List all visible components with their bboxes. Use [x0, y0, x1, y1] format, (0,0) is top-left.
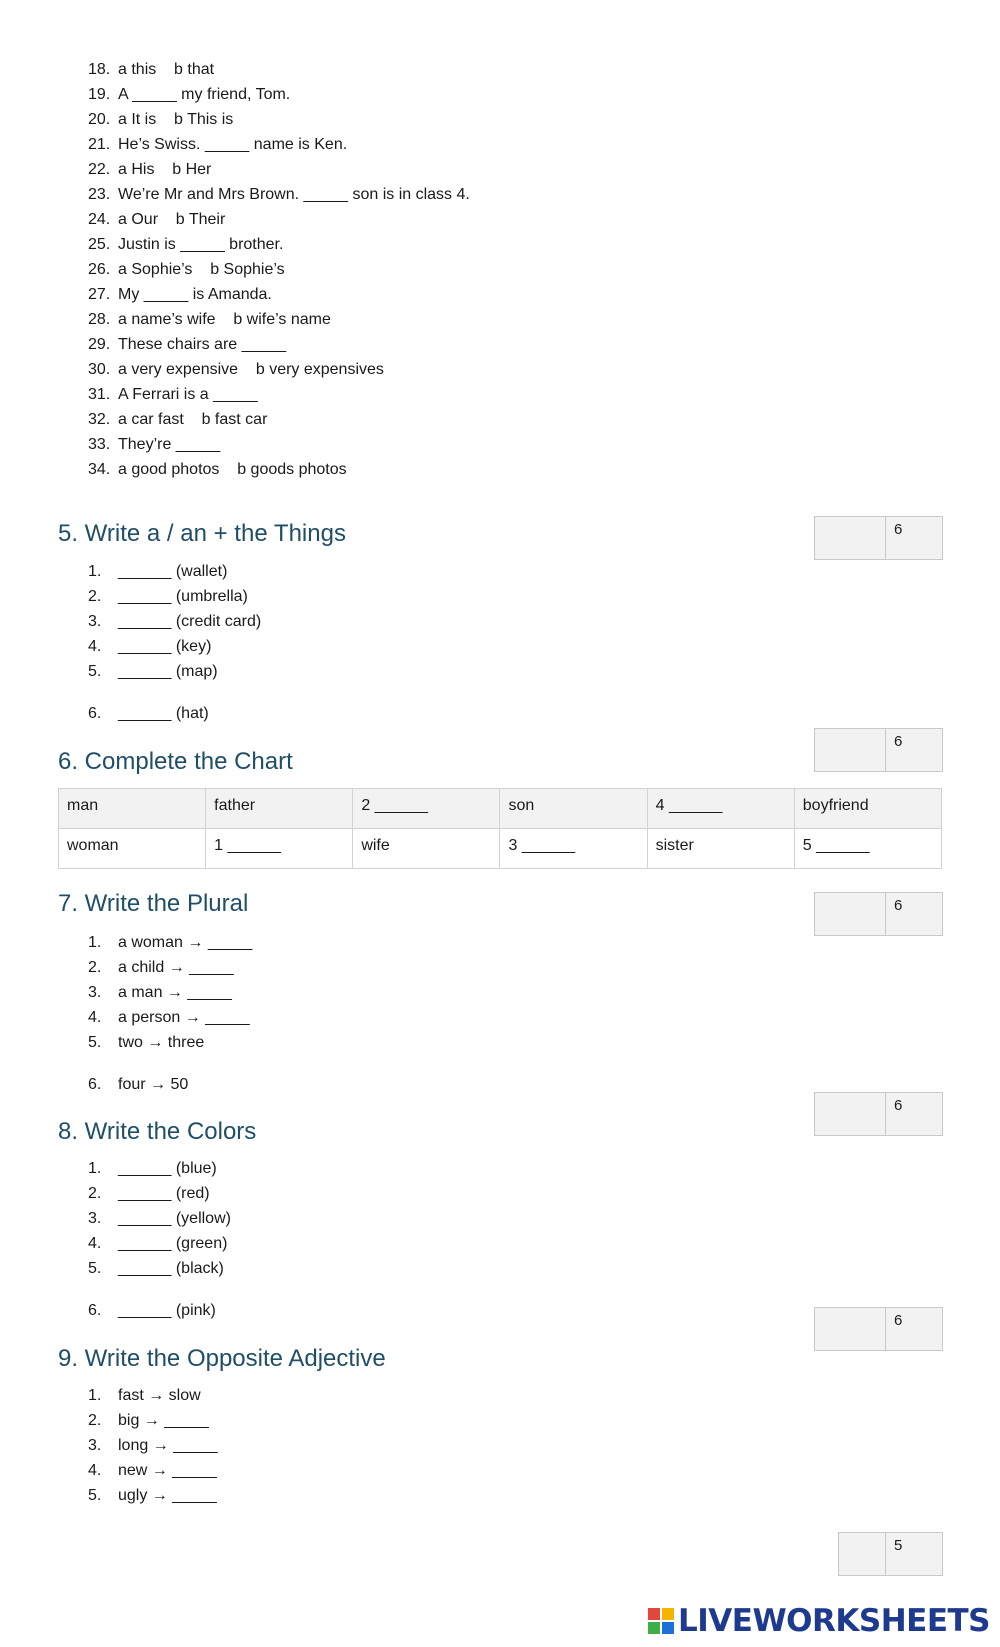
score-input[interactable] [815, 729, 886, 771]
score-input[interactable] [815, 893, 886, 935]
list-item: 1. ______ (wallet) [88, 563, 228, 580]
table-cell: sister [647, 829, 794, 869]
table-row [59, 829, 942, 869]
score-box-9 [814, 1307, 943, 1351]
list-item: 27. My _____ is Amanda. [88, 286, 272, 303]
list-item: 33. They’re _____ [88, 436, 221, 453]
score-input[interactable] [815, 1308, 886, 1350]
list-item: 1. ______ (blue) [88, 1160, 217, 1177]
list-item: 2. big → _____ [88, 1412, 209, 1429]
section-6-title: 6. Complete the Chart [58, 748, 293, 775]
list-item: 32. a car fast b fast car [88, 411, 268, 428]
score-points: 6 [894, 897, 903, 914]
list-item: 5. ______ (map) [88, 663, 218, 680]
list-item: 3. ______ (credit card) [88, 613, 262, 630]
score-points: 6 [894, 1312, 903, 1329]
list-item: 5. ugly → _____ [88, 1487, 217, 1504]
list-item: 4. ______ (key) [88, 638, 212, 655]
list-item: 29. These chairs are _____ [88, 336, 287, 353]
table-cell[interactable]: 3 ______ [500, 829, 647, 869]
score-points: 6 [894, 733, 903, 750]
section-8-title: 8. Write the Colors [58, 1118, 257, 1145]
score-input[interactable] [839, 1533, 886, 1575]
score-points: 5 [894, 1537, 903, 1554]
score-box-5 [814, 516, 943, 560]
list-item: 2. a child → _____ [88, 959, 234, 976]
table-cell: woman [59, 829, 206, 869]
list-item: 25. Justin is _____ brother. [88, 236, 284, 253]
logo-text: LIVEWORKSHEETS [678, 1603, 990, 1639]
list-item: 21. He’s Swiss. _____ name is Ken. [88, 136, 348, 153]
list-item: 6. ______ (pink) [88, 1302, 216, 1319]
list-item: 18. a this b that [88, 61, 215, 78]
score-input[interactable] [815, 517, 886, 559]
list-item: 4. a person → _____ [88, 1009, 250, 1026]
list-item: 3. ______ (yellow) [88, 1210, 231, 1227]
section-5-title: 5. Write a / an + the Things [58, 520, 346, 547]
score-input[interactable] [815, 1093, 886, 1135]
list-item: 26. a Sophie’s b Sophie’s [88, 261, 285, 278]
list-item: 4. ______ (green) [88, 1235, 228, 1252]
section-9-title: 9. Write the Opposite Adjective [58, 1345, 386, 1372]
list-item: 5. ______ (black) [88, 1260, 224, 1277]
list-item: 34. a good photos b goods photos [88, 461, 347, 478]
section-7-title: 7. Write the Plural [58, 890, 249, 917]
list-item: 19. A _____ my friend, Tom. [88, 86, 291, 103]
list-item: 30. a very expensive b very expensives [88, 361, 384, 378]
score-points: 6 [894, 1097, 903, 1114]
list-item: 20. a It is b This is [88, 111, 234, 128]
score-box-final [838, 1532, 943, 1576]
table-cell[interactable]: 1 ______ [206, 829, 353, 869]
list-item: 3. a man → _____ [88, 984, 232, 1001]
list-item: 5. two → three [88, 1034, 205, 1051]
list-item: 1. a woman → _____ [88, 934, 253, 951]
list-item: 3. long → _____ [88, 1437, 218, 1454]
list-item: 2. ______ (red) [88, 1185, 210, 1202]
score-points: 6 [894, 521, 903, 538]
logo-mark-icon [648, 1608, 674, 1634]
table-cell: son [500, 789, 647, 829]
table-cell[interactable]: 2 ______ [353, 789, 500, 829]
table-cell: wife [353, 829, 500, 869]
list-item: 6. four → 50 [88, 1076, 189, 1093]
score-box-8 [814, 1092, 943, 1136]
table-cell: boyfriend [794, 789, 941, 829]
list-item: 6. ______ (hat) [88, 705, 209, 722]
liveworksheets-logo [648, 1603, 990, 1639]
table-row [59, 789, 942, 829]
score-box-7 [814, 892, 943, 936]
list-item: 4. new → _____ [88, 1462, 217, 1479]
table-cell: father [206, 789, 353, 829]
list-item: 2. ______ (umbrella) [88, 588, 248, 605]
complete-chart-table [58, 788, 942, 869]
list-item: 31. A Ferrari is a _____ [88, 386, 258, 403]
score-box-6 [814, 728, 943, 772]
table-cell: man [59, 789, 206, 829]
list-item: 28. a name’s wife b wife’s name [88, 311, 331, 328]
list-item: 22. a His b Her [88, 161, 212, 178]
table-cell[interactable]: 5 ______ [794, 829, 941, 869]
table-cell[interactable]: 4 ______ [647, 789, 794, 829]
list-item: 24. a Our b Their [88, 211, 226, 228]
list-item: 1. fast → slow [88, 1387, 201, 1404]
list-item: 23. We’re Mr and Mrs Brown. _____ son is in class 4. [88, 186, 470, 203]
